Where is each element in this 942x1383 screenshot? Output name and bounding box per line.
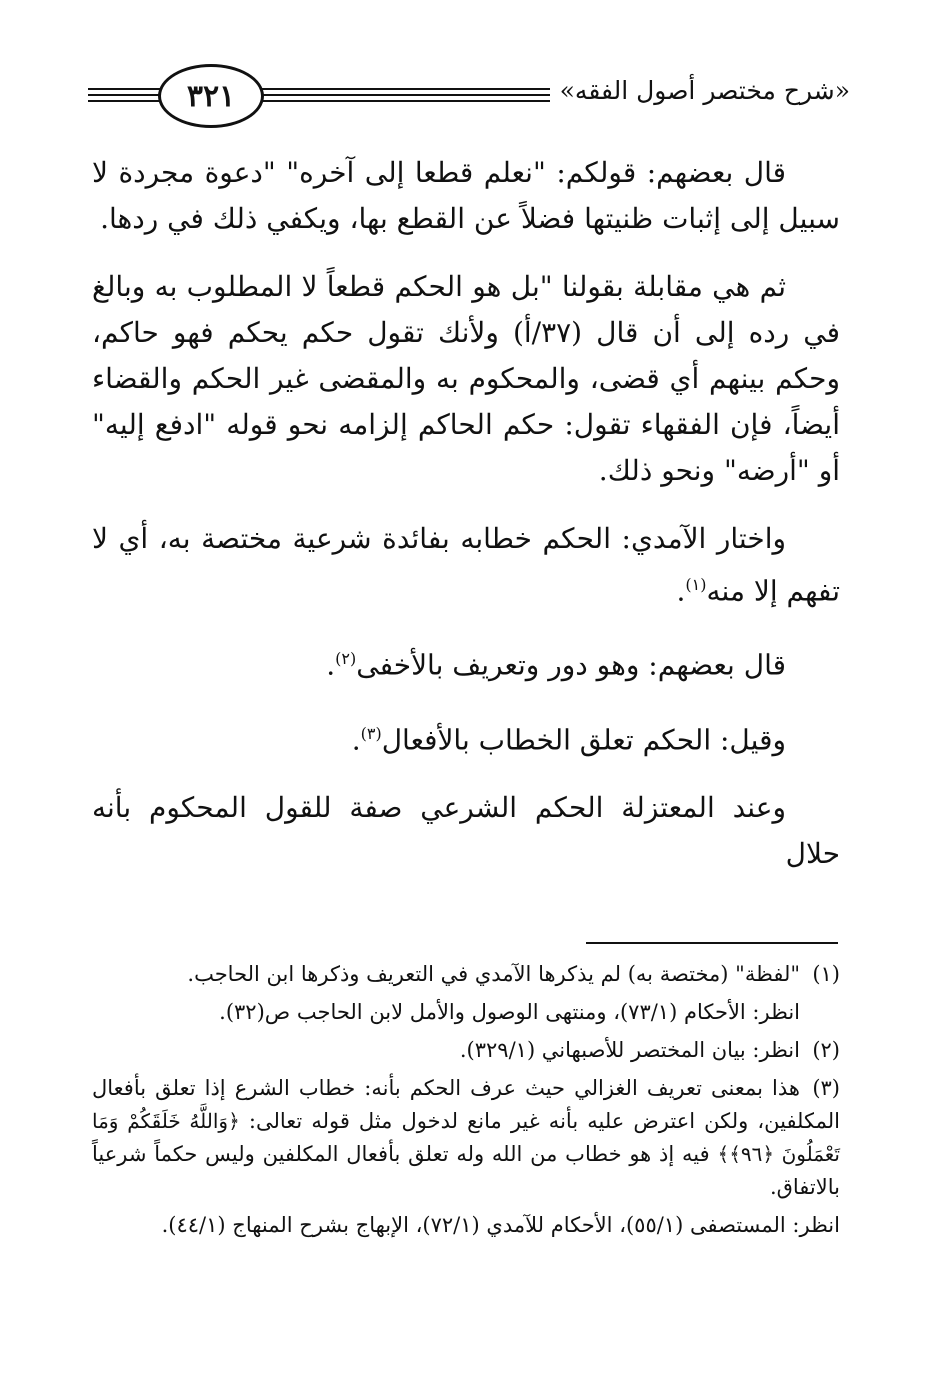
main-text <box>92 150 840 899</box>
footnote-1 <box>92 958 840 991</box>
paragraph-mutazila: وعند المعتزلة الحكم الشرعي صفة للقول المحكوم بأنه حلال <box>92 790 840 870</box>
footnote-number: (٣) <box>812 1076 840 1100</box>
footnote-text: هذا بمعنى تعريف الغزالي حيث عرف الحكم بأنه: خطاب الشرع إذا تعلق بأفعال المكلفين، ولكن اعترض عليه بأنه غير مانع لدخول مثل قوله تعالى: <box>92 1076 840 1133</box>
paragraph-text: واختار الآمدي: الحكم خطابه بفائدة شرعية مختصة به، أي لا تفهم إلا منه <box>92 522 840 608</box>
punctuation: . <box>326 648 336 682</box>
footnote-number: (٢) <box>812 1038 840 1062</box>
punctuation: . <box>351 722 361 756</box>
footnotes <box>92 958 840 1247</box>
footnote-1-source: انظر: الأحكام (٧٣/١)، ومنتهى الوصول والأمل لابن الحاجب ص(٣٢). <box>219 1000 800 1024</box>
footnote-text: انظر: بيان المختصر للأصبهاني (٣٢٩/١). <box>459 1038 800 1062</box>
paragraph-qila <box>92 711 840 763</box>
paragraph: قال بعضهم: قولكم: "نعلم قطعا إلى آخره" "دعوة مجردة لا سبيل إلى إثبات ظنيتها فضلاً عن القطع بها، ويكفي ذلك في ردها. <box>92 156 840 235</box>
paragraph-text: وقيل: الحكم تعلق الخطاب بالأفعال <box>381 722 786 756</box>
footnote-ref: (١) <box>685 575 707 594</box>
paragraph-amidi <box>92 516 840 614</box>
footnote-text: "لفظة" (مختصة به) لم يذكرها الآمدي في التعريف وذكرها ابن الحاجب. <box>187 962 800 986</box>
footnote-2 <box>92 1034 840 1067</box>
quran-verse: ﴿وَاللَّهُ خَلَقَكُمْ وَمَا تَعْمَلُونَ ﴿٩٦﴾﴾ <box>92 1109 840 1166</box>
footnote-3-source: انظر: المستصفى (٥٥/١)، الأحكام للآمدي (٧٢/١)، الإبهاج بشرح المنهاج (٤٤/١). <box>161 1213 840 1237</box>
paragraph: ثم هي مقابلة بقولنا "بل هو الحكم قطعاً لا المطلوب به وبالغ في رده إلى أن قال (٣٧/أ) ولأنك تقول حكم يحكم فهو حاكم، وحكم بينهم أي قضى، والمحكوم به والمقضى غير الحكم والقضاء أيضاً، فإن الفقهاء تقول: حكم الحاكم إلزامه نحو قوله "ادفع إليه" أو "أرضه" ونحو ذلك. <box>92 270 841 487</box>
running-title: «شرح مختصر أصول الفقه» <box>550 76 860 105</box>
paragraph-text: قال بعضهم: وهو دور وتعريف بالأخفى <box>356 648 786 682</box>
page-number: ٣٢١ <box>186 78 236 114</box>
paragraph-baaduhum <box>92 636 840 688</box>
footnote-text: فيه إذ هو خطاب من الله وله تعلق بأفعال المكلفين وليس حكماً شرعياً بالاتفاق. <box>92 1142 840 1199</box>
footnote-ref: (٣) <box>360 723 382 743</box>
footnote-number: (١) <box>812 962 840 986</box>
footnote-separator <box>586 942 838 944</box>
page-number-oval <box>158 64 264 128</box>
punctuation: . <box>676 574 686 608</box>
page-header <box>0 58 942 138</box>
footnote-ref: (٢) <box>335 649 357 669</box>
footnote-3 <box>92 1072 840 1204</box>
